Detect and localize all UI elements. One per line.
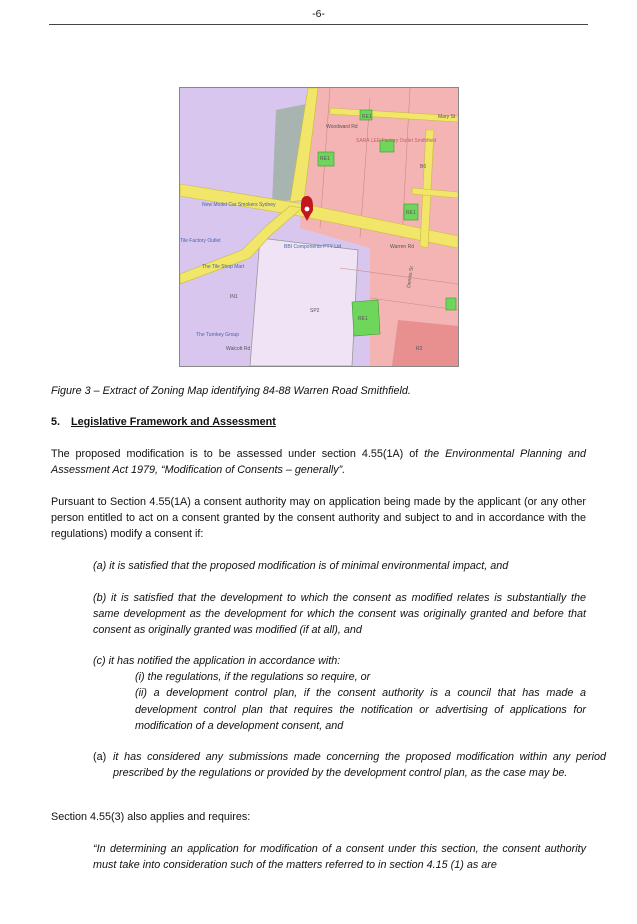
page-header <box>49 8 588 25</box>
map-label-turnkey: The Turnkey Group <box>196 332 240 338</box>
zone-label-re1c: RE1 <box>358 316 368 322</box>
quote-determining: “In determining an application for modification of a consent under this section, the consent authority must take into consideration such of the matters referred to in section 4.15 (1) as are <box>93 843 586 872</box>
zone-label-b6: B6 <box>420 164 427 170</box>
figure-caption: Figure 3 – Extract of Zoning Map identifying 84-88 Warren Road Smithfield. <box>51 385 411 397</box>
map-label-components: BBI Components PTY Ltd <box>284 244 342 250</box>
map-label-sara-lee: SARA LEE Factory Outlet Smithfield <box>356 138 437 144</box>
section-number: 5. <box>51 416 61 428</box>
clause-a: (a) it is satisfied that the proposed modification is of minimal environmental impact, and <box>93 560 509 572</box>
page-number: -6- <box>312 8 325 20</box>
zone-label-sp2: SP2 <box>310 308 320 314</box>
zone-label-re1: RE1 <box>320 156 330 162</box>
map-label-tile-shop: The Tile Shop Mart <box>202 264 245 270</box>
paragraph-assessment-act: the Environmental Planning and Assessment Act 1979, “Modification of Consents – generally”. <box>51 448 586 477</box>
clause-d <box>93 749 606 781</box>
paragraph-assessment-text: The proposed modification is to be assessed under section 4.55(1A) of <box>51 448 425 460</box>
section-title: Legislative Framework and Assessment <box>71 416 276 428</box>
section-heading <box>51 414 586 430</box>
clause-c-i: (i) the regulations, if the regulations so require, or <box>135 671 371 684</box>
map-label-tile-factory: Tile Factory Outlet <box>180 238 221 244</box>
clause-d-text: it has considered any submissions made concerning the proposed modification within any period prescribed by the regulations or provided by the development control plan, as the case may be. <box>113 751 606 780</box>
paragraph-section-4553: Section 4.55(3) also applies and requires: <box>51 811 251 823</box>
clause-c <box>93 653 586 734</box>
map-label-mary: Mary St <box>438 114 456 120</box>
map-label-walcott: Walcott Rd <box>226 346 251 352</box>
clause-b: (b) it is satisfied that the development to which the consent as modified relates is substantially the same development as the development for which the consent was originally granted and before that consent as originally granted was modified (if at all), and <box>93 592 586 637</box>
clause-d-label: (a) <box>93 751 107 763</box>
business-zone-dark <box>392 320 458 366</box>
clause-c-intro: (c) it has notified the application in accordance with: <box>93 655 341 667</box>
zone-label-re1b: RE1 <box>406 210 416 216</box>
paragraph-pursuant: Pursuant to Section 4.55(1A) a consent authority may on application being made by the applicant (or any other person entitled to act on a consent granted by the consent authority and subject to and in accordance with the regulations) modify a consent if: <box>51 496 586 541</box>
map-label-woodward: Woodward Rd <box>326 124 358 130</box>
map-label-dennis: Dennis St <box>406 265 415 289</box>
map-label-warren: Warren Rd <box>390 244 414 250</box>
special-use-zone <box>250 238 358 366</box>
zone-label-r2: R2 <box>416 346 423 352</box>
zoning-map <box>179 87 459 367</box>
zone-label-re1d: RE1 <box>362 114 372 120</box>
zone-label-in1: IN1 <box>230 294 238 300</box>
clause-c-ii: (ii) a development control plan, if the consent authority is a council that has made a development control plan that requires the notification or advertising of applications for modification of a development consent, and <box>135 687 586 732</box>
map-label-new-model: New Model Car Smokers Sydney <box>202 202 276 208</box>
paragraph-assessment <box>51 446 586 478</box>
